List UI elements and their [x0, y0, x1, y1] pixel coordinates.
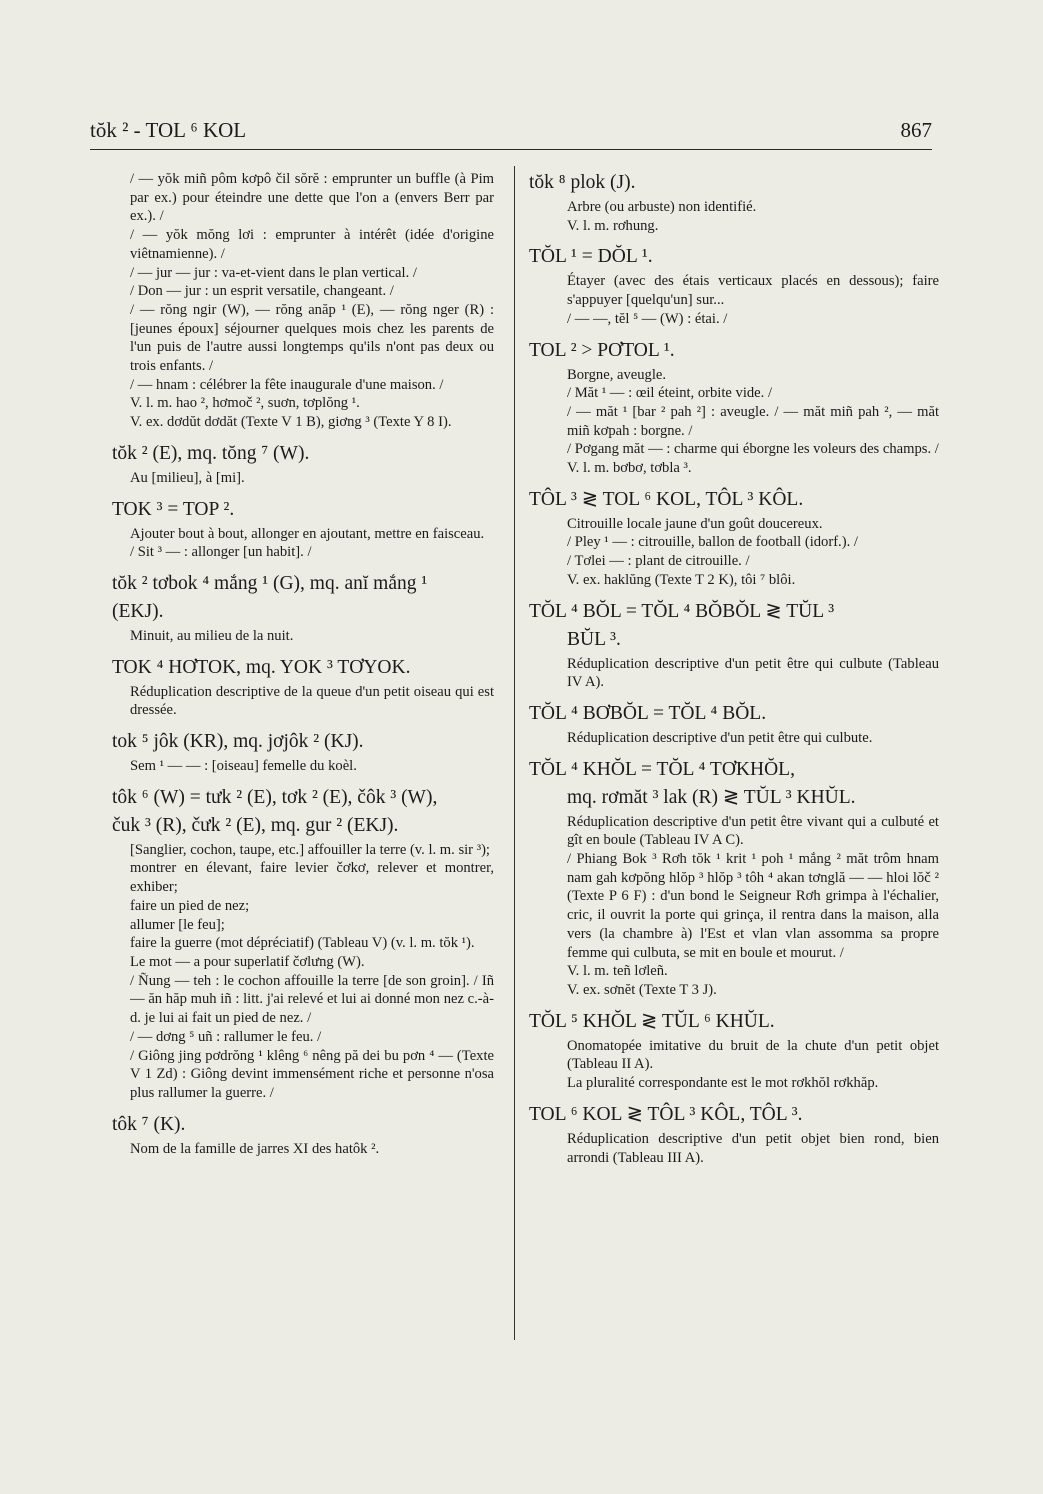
- right-column: [529, 170, 939, 1176]
- entry-definition: Réduplication descriptive d'un petit être qui culbute (Tableau IV A).: [567, 655, 939, 691]
- entry-headword: TŎL ⁴ BƠBŎL = TŎL ⁴ BŎL.: [529, 702, 767, 724]
- entry-headword: TOL ² > PƠTOL ¹.: [529, 339, 675, 361]
- entry-definition: [Sanglier, cochon, taupe, etc.] affouiller la terre (v. l. m. sir ³);: [130, 841, 490, 858]
- entry-headword: TŎL ⁴ BŎL = TŎL ⁴ BŎBŎL ≷ TŬL ³: [529, 600, 835, 622]
- entry-definition: Le mot — a pour superlatif čơlưng (W).: [130, 953, 365, 970]
- entry-headword: tŏk ⁸ plok (J).: [529, 172, 636, 193]
- entry-definition: Arbre (ou arbuste) non identifié.: [567, 199, 757, 215]
- entry-definition: Au [milieu], à [mi].: [130, 469, 245, 486]
- entry-definition: Borgne, aveugle.: [567, 366, 667, 383]
- entry-definition: V. ex. dơdŭt dơdăt (Texte V 1 B), giơng ³ (Texte Y 8 I).: [130, 414, 452, 431]
- entry-headword: tŏk ² (E), mq. tŏng ⁷ (W).: [112, 442, 310, 464]
- header-rule: [90, 149, 932, 150]
- column-separator: [514, 166, 515, 1340]
- entry-definition: V. l. m. teñ lơleñ.: [567, 963, 668, 980]
- entry-definition: Réduplication descriptive d'un petit être qui culbute.: [567, 729, 873, 746]
- entry-headword: tôk ⁷ (K).: [112, 1113, 186, 1135]
- entry-definition: montrer en élevant, faire levier čơkơ, relever et montrer, exhiber;: [130, 860, 494, 896]
- entry-headword: čuk ³ (R), čưk ² (E), mq. gur ² (EKJ).: [112, 814, 399, 836]
- dictionary-entry: [112, 441, 494, 488]
- entry-definition: V. ex. sơnĕt (Texte T 3 J).: [567, 981, 717, 998]
- entry-definition: Étayer (avec des étais verticaux placés en dessous); faire s'appuyer [quelqu'un] sur...: [567, 273, 939, 309]
- entry-headword: tôk ⁶ (W) = tưk ² (E), tơk ² (E), čôk ³ (W),: [112, 786, 438, 808]
- entry-definition: faire la guerre (mot dépréciatif) (Tableau V) (v. l. m. tŏk ¹).: [130, 935, 475, 952]
- entry-headword: (EKJ).: [112, 600, 164, 622]
- dictionary-entry: [529, 244, 939, 328]
- entry-headword: TÔL ³ ≷ TOL ⁶ KOL, TÔL ³ KÔL.: [529, 488, 804, 510]
- entry-definition: allumer [le feu];: [130, 916, 225, 933]
- entry-definition: / Pley ¹ — : citrouille, ballon de football (idorf.). /: [567, 534, 858, 551]
- entry-definition: Minuit, au milieu de la nuit.: [130, 627, 294, 644]
- entry-definition: Réduplication descriptive de la queue d'un petit oiseau qui est dressée.: [130, 683, 494, 719]
- entry-definition: / Pơgang măt — : charme qui éborgne les voleurs des champs. /: [567, 441, 939, 458]
- entry-definition: V. l. m. rơhung.: [567, 217, 659, 234]
- dictionary-entry: [112, 571, 494, 646]
- entry-definition: V. l. m. hao ², hơmoč ², suơn, tơplŏng ¹.: [130, 395, 360, 412]
- entry-definition: / Sit ³ — : allonger [un habit]. /: [130, 544, 312, 561]
- entry-headword: TOL ⁶ KOL ≷ TÔL ³ KÔL, TÔL ³.: [529, 1103, 803, 1125]
- dictionary-entry: [529, 338, 939, 478]
- page-number: 867: [900, 118, 932, 142]
- dictionary-entry: [112, 729, 494, 776]
- entry-headword: TŎL ⁴ KHŎL = TŎL ⁴ TƠKHŎL,: [529, 758, 795, 780]
- entry-definition: / — măt ¹ [bar ² pah ²] : aveugle. / — măt miñ pah ², — măt miñ kơpah : borgne. /: [567, 403, 939, 439]
- dictionary-entry: [112, 1112, 494, 1159]
- entry-definition: / — —, tĕl ⁵ — (W) : étai. /: [567, 310, 728, 327]
- entry-definition: V. l. m. bơbơ, tơbla ³.: [567, 460, 692, 477]
- running-head-title: tŏk ² - TOL ⁶ KOL: [90, 118, 247, 142]
- dictionary-entry: [529, 701, 939, 748]
- entry-definition: / Phiang Bok ³ Rơh tŏk ¹ krit ¹ poh ¹ mắng ² măt trôm hnam nam gah kơpŏng hlŏp ³ hlŏp ³ tôh ⁴ akan tơnglă — — hloi lŏč ² (Texte P 6 F) : d'un bond le Seigneur Rơh grimpa à l'échalier, cric, il ouvrit la porte qui grinça, il rentra dans la maison, alla vers (la chambre à) l'Est et vlan vlan assomma sa propre femme qui culbuta, se mit en boule et mourut. /: [567, 851, 939, 961]
- entry-definition: / — jur — jur : va-et-vient dans le plan vertical. /: [130, 264, 417, 281]
- dictionary-entry: [529, 1009, 939, 1093]
- entry-definition: / — hnam : célébrer la fête inaugurale d'une maison. /: [130, 376, 444, 393]
- dictionary-entry: [529, 1102, 939, 1167]
- entry-definition: Réduplication descriptive d'un petit objet bien rond, bien arrondi (Tableau III A).: [567, 1130, 939, 1166]
- left-column: [112, 170, 494, 1167]
- entry-definition: Onomatopée imitative du bruit de la chute d'un petit objet (Tableau II A).: [567, 1037, 939, 1073]
- entry-headword: BŬL ³.: [567, 628, 621, 650]
- entry-definition: Ajouter bout à bout, allonger en ajoutant, mettre en faisceau.: [130, 525, 485, 542]
- dictionary-entry: [112, 655, 494, 720]
- entry-headword: tŏk ² tơbok ⁴ mắng ¹ (G), mq. anĭ mắng ¹: [112, 572, 428, 594]
- entry-definition: / — rŏng ngir (W), — rŏng anăp ¹ (E), — rŏng nger (R) : [jeunes époux] séjourner quelques mois chez les parents de l'un puis de l'autre aussi longtemps qu'ils n'ont pas deux ou trois enfants. /: [130, 301, 494, 375]
- entry-definition: / Măt ¹ — : œil éteint, orbite vide. /: [567, 385, 773, 402]
- entry-definition: / Tơlei — : plant de citrouille. /: [567, 553, 750, 570]
- entry-headword: TOK ⁴ HƠTOK, mq. YOK ³ TƠYOK.: [112, 656, 411, 678]
- entry-definition: V. ex. haklŭng (Texte T 2 K), tôi ⁷ blôi.: [567, 571, 796, 588]
- dictionary-entry: [112, 170, 494, 432]
- entry-definition: Citrouille locale jaune d'un goût doucereux.: [567, 515, 823, 532]
- entry-definition: Sem ¹ — — : [oiseau] femelle du koèl.: [130, 758, 357, 775]
- dictionary-entry: [112, 785, 494, 1103]
- running-header: [90, 118, 932, 148]
- entry-definition: Nom de la famille de jarres XI des hatôk ².: [130, 1140, 380, 1157]
- dictionary-entry: [112, 497, 494, 562]
- dictionary-entry: [529, 599, 939, 692]
- dictionary-entry: [529, 757, 939, 1000]
- entry-definition: / Giông jing pơdrŏng ¹ klêng ⁶ nêng pă dei bu pơn ⁴ — (Texte V 1 Zd) : Giông devint immensément riche et personne n'osa plus rallumer la guerre. /: [130, 1047, 494, 1101]
- dictionary-entry: [529, 487, 939, 590]
- entry-definition: / Don — jur : un esprit versatile, changeant. /: [130, 283, 394, 300]
- entry-definition: / — dơng ⁵ uñ : rallumer le feu. /: [130, 1028, 322, 1045]
- entry-headword: TŎL ⁵ KHŎL ≷ TŬL ⁶ KHŬL.: [529, 1010, 775, 1032]
- entry-headword: TOK ³ = TOP ².: [112, 498, 235, 520]
- entry-definition: / Ñung — teh : le cochon affouille la terre [de son groin]. / Iñ — ăn hăp muh iñ : litt. j'ai relevé et lui ai donné mon nez c.-à-d. je lui ai fait un pied de nez. /: [130, 972, 494, 1027]
- entry-definition: La pluralité correspondante est le mot rơkhŏl rơkhăp.: [567, 1075, 879, 1092]
- entry-definition: faire un pied de nez;: [130, 897, 250, 914]
- dictionary-entry: [529, 170, 939, 235]
- entry-definition: Réduplication descriptive d'un petit être vivant qui a culbuté et gît en boule (Tableau IV A C).: [567, 813, 939, 849]
- entry-definition: / — yŏk miñ pôm kơpô čil sŏrĕ : emprunter un buffle (à Pim par ex.) pour éteindre une dette que l'on a (envers Berr par ex.). /: [130, 171, 494, 225]
- entry-headword: mq. rơmăt ³ lak (R) ≷ TŬL ³ KHŬL.: [567, 786, 856, 808]
- entry-headword: tok ⁵ jôk (KR), mq. jơjôk ² (KJ).: [112, 731, 364, 753]
- entry-definition: / — yŏk mŏng lơi : emprunter à intérêt (idée d'origine viêtnamienne). /: [130, 227, 494, 262]
- entry-headword: TŎL ¹ = DŎL ¹.: [529, 246, 653, 268]
